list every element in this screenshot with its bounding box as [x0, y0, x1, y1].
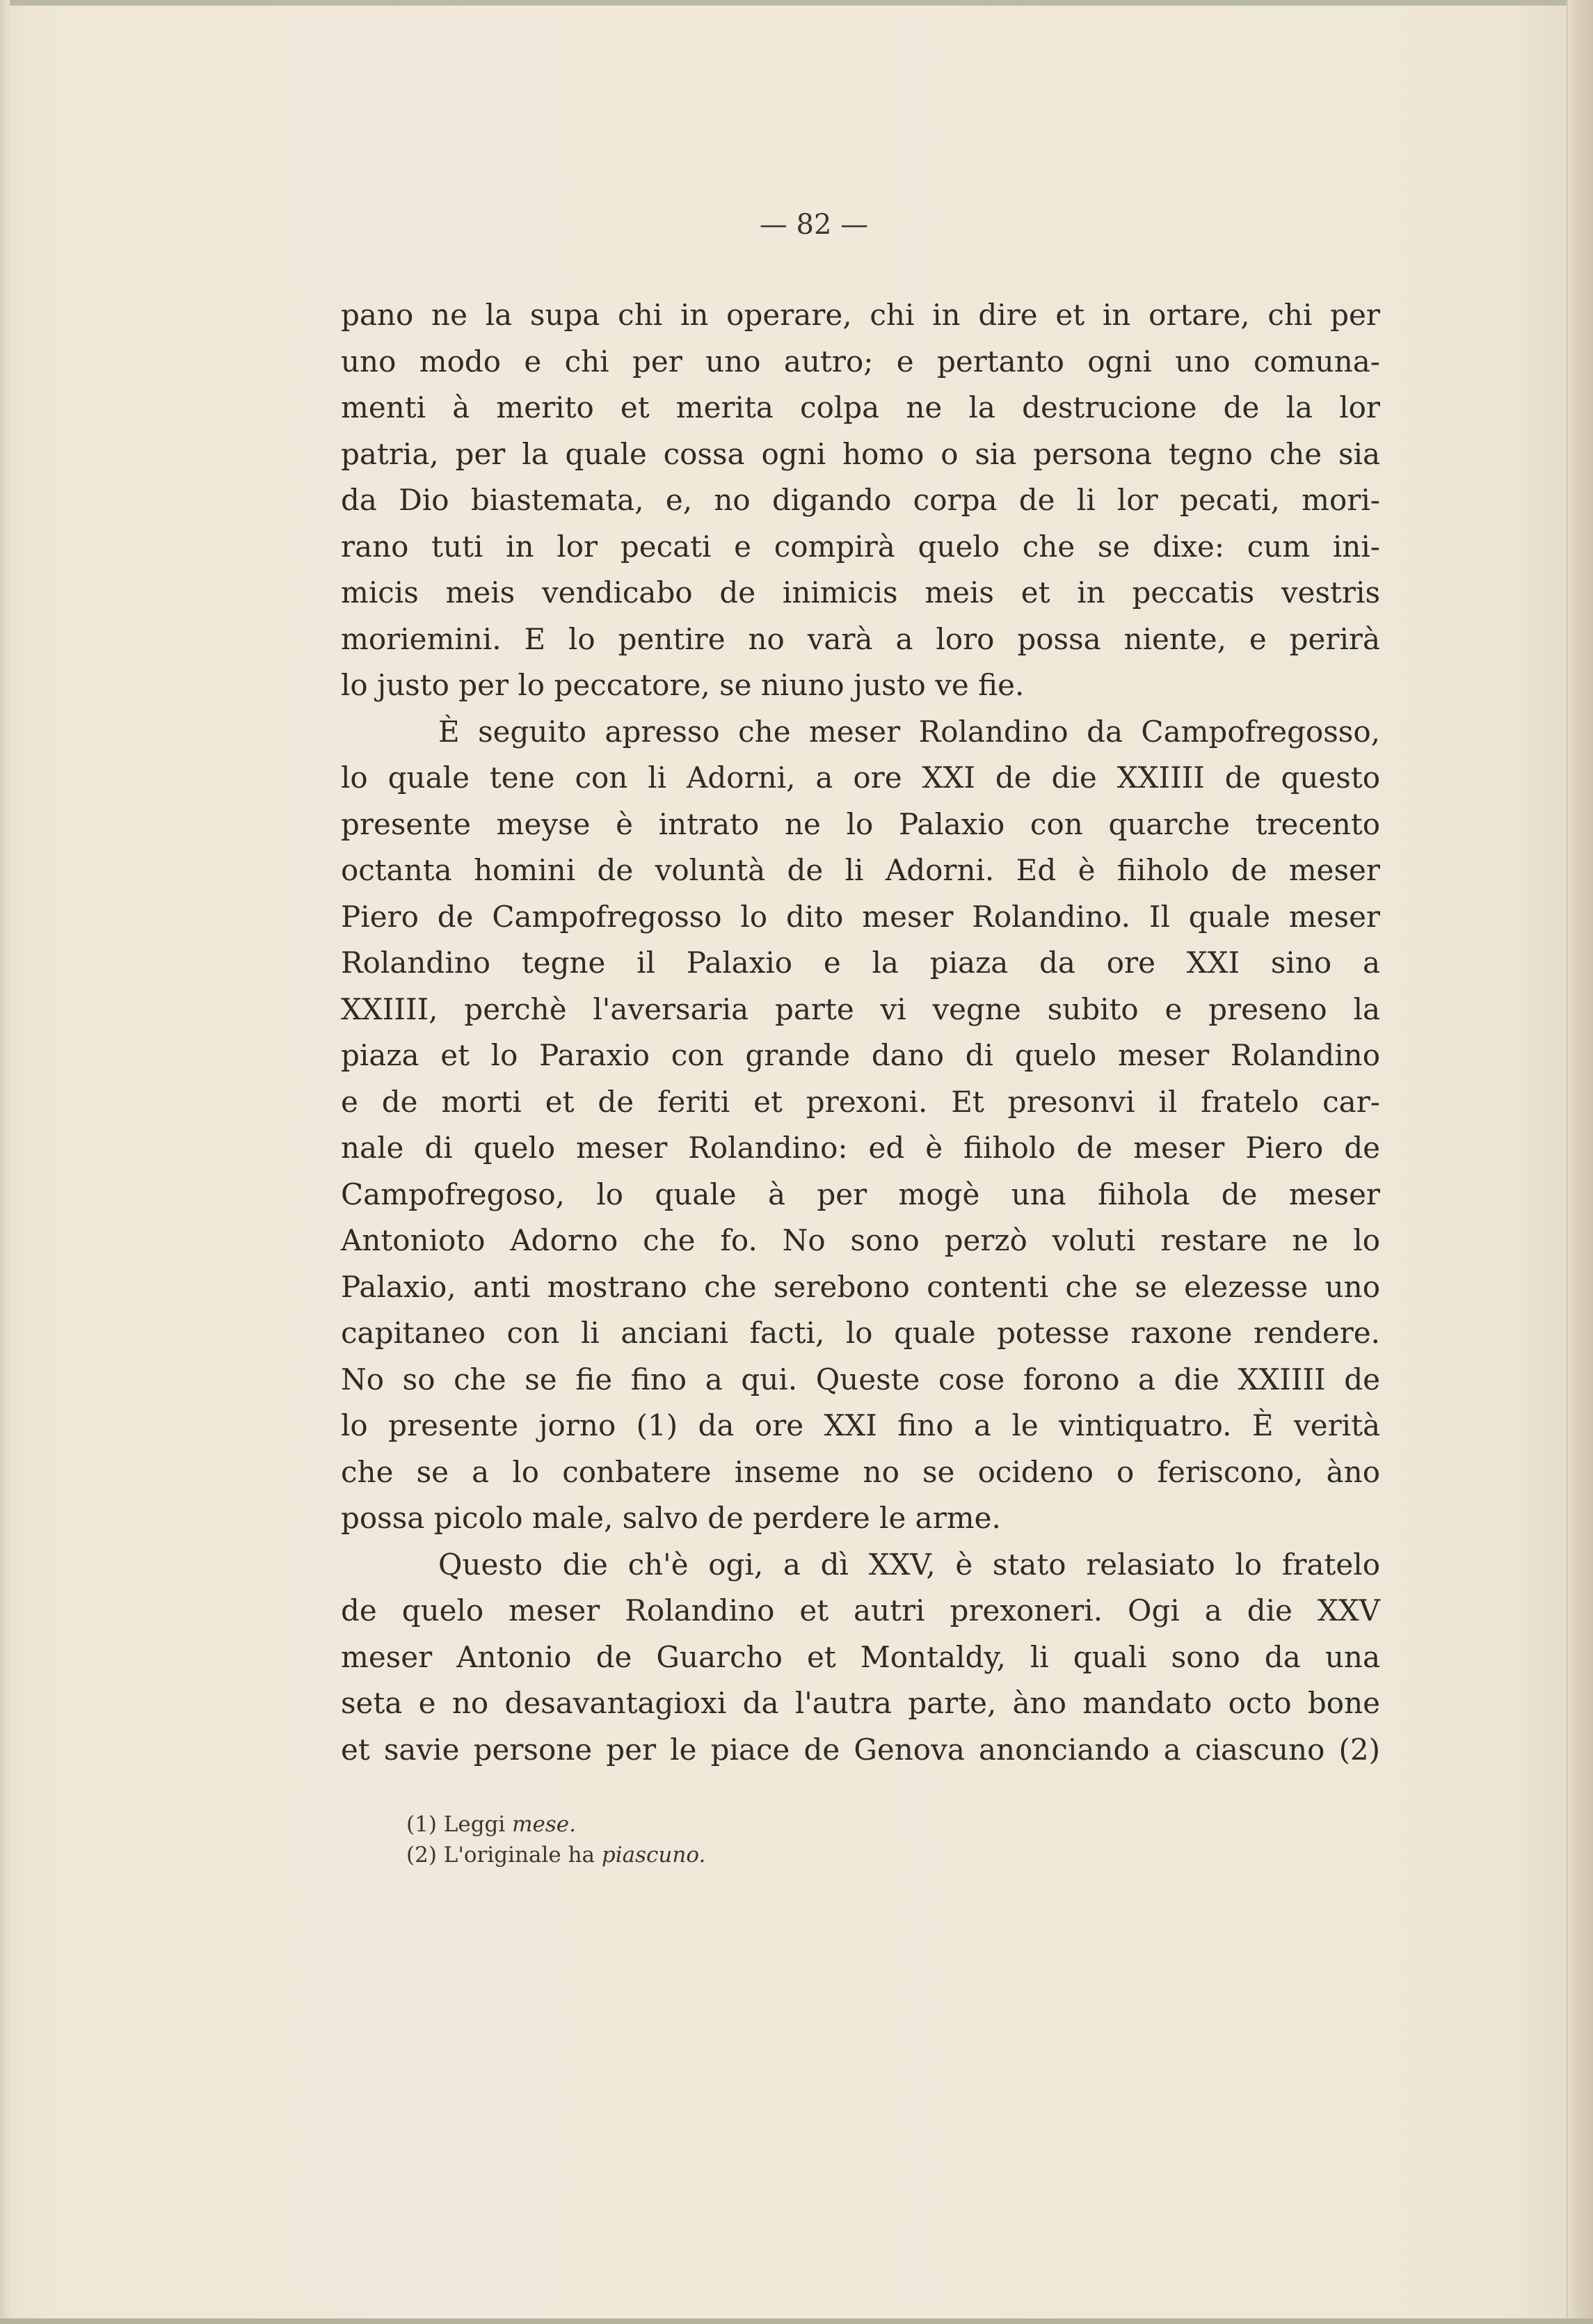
footnote-2-text: (2) L'originale ha	[406, 1843, 602, 1868]
text-line: Rolandino tegne il Palaxio e la piaza da ore XXI sino a	[341, 946, 1380, 980]
text-line: che se a lo conbatere inseme no se ocideno o feriscono, àno	[341, 1454, 1380, 1489]
text-line: presente meyse è intrato ne lo Palaxio con quarche trecento	[341, 806, 1380, 841]
text-line: et savie persone per le piace de Genova anonciando a ciascuno (2)	[341, 1732, 1380, 1767]
left-page-edge	[0, 0, 10, 2324]
text-line: moriemini. E lo pentire no varà a loro possa niente, e perirà	[341, 621, 1380, 656]
text-line: possa picolo male, salvo de perdere le arme.	[341, 1501, 1001, 1535]
right-page-edge	[1567, 0, 1593, 2324]
text-line: menti à merito et merita colpa ne la destrucione de la lor	[341, 390, 1380, 424]
bottom-page-edge	[0, 2318, 1593, 2324]
text-line: Piero de Campofregosso lo dito meser Rolandino. Il quale meser	[341, 899, 1380, 934]
text-line: uno modo e chi per uno autro; e pertanto ogni uno comuna-	[341, 344, 1380, 379]
text-line: lo presente jorno (1) da ore XXI fino a le vintiquatro. È verità	[341, 1408, 1380, 1442]
text-line: meser Antonio de Guarcho et Montaldy, li quali sono da una	[341, 1639, 1380, 1674]
text-line: seta e no desavantagioxi da l'autra parte, àno mandato octo bone	[341, 1686, 1380, 1720]
text-line: octanta homini de voluntà de li Adorni. Ed è fiiholo de meser	[341, 853, 1380, 887]
paragraph-start-line: Questo die ch'è ogi, a dì XXV, è stato relasiato lo fratelo	[438, 1547, 1380, 1582]
text-line: rano tuti in lor pecati e compirà quelo che se dixe: cum ini-	[341, 529, 1380, 564]
top-page-edge	[0, 0, 1593, 6]
body-text	[341, 292, 1380, 1773]
text-line: patria, per la quale cossa ogni homo o sia persona tegno che sia	[341, 436, 1380, 471]
text-line: XXIIII, perchè l'aversaria parte vi vegne subito e preseno la	[341, 992, 1380, 1026]
text-line: nale di quelo meser Rolandino: ed è fiiholo de meser Piero de	[341, 1131, 1380, 1165]
text-line: Antonioto Adorno che fo. No sono perzò voluti restare ne lo	[341, 1223, 1380, 1257]
footnote-2	[406, 1840, 1311, 1870]
text-line: Palaxio, anti mostrano che serebono contenti che se elezesse uno	[341, 1269, 1380, 1304]
footnotes	[406, 1809, 1311, 1870]
footnote-1-emphasis: mese.	[512, 1812, 577, 1837]
text-line: lo justo per lo peccatore, se niuno justo ve fie.	[341, 668, 1025, 702]
paragraph-start-line: È seguito apresso che meser Rolandino da Campofregosso,	[438, 714, 1380, 749]
text-line: micis meis vendicabo de inimicis meis et in peccatis vestris	[341, 575, 1380, 610]
footnote-1	[406, 1809, 1311, 1840]
text-line: capitaneo con li anciani facti, lo quale potesse raxone rendere.	[341, 1316, 1380, 1350]
text-line: lo quale tene con li Adorni, a ore XXI de die XXIIII de questo	[341, 761, 1380, 795]
footnote-1-text: (1) Leggi	[406, 1812, 513, 1837]
text-line: e de morti et de feriti et prexoni. Et presonvi il fratelo car-	[341, 1084, 1380, 1119]
text-line: piaza et lo Paraxio con grande dano di quelo meser Rolandino	[341, 1038, 1380, 1072]
text-line: Campofregoso, lo quale à per mogè una fiihola de meser	[341, 1177, 1380, 1211]
text-line: de quelo meser Rolandino et autri prexoneri. Ogi a die XXV	[341, 1593, 1380, 1627]
text-line: da Dio biastemata, e, no digando corpa de li lor pecati, mori-	[341, 483, 1380, 517]
footnote-2-emphasis: piascuno.	[601, 1843, 706, 1868]
text-line: No so che se fie fino a qui. Queste cose forono a die XXIIII de	[341, 1362, 1380, 1396]
page-number: — 82 —	[759, 209, 869, 241]
text-line: pano ne la supa chi in operare, chi in dire et in ortare, chi per	[341, 298, 1380, 332]
